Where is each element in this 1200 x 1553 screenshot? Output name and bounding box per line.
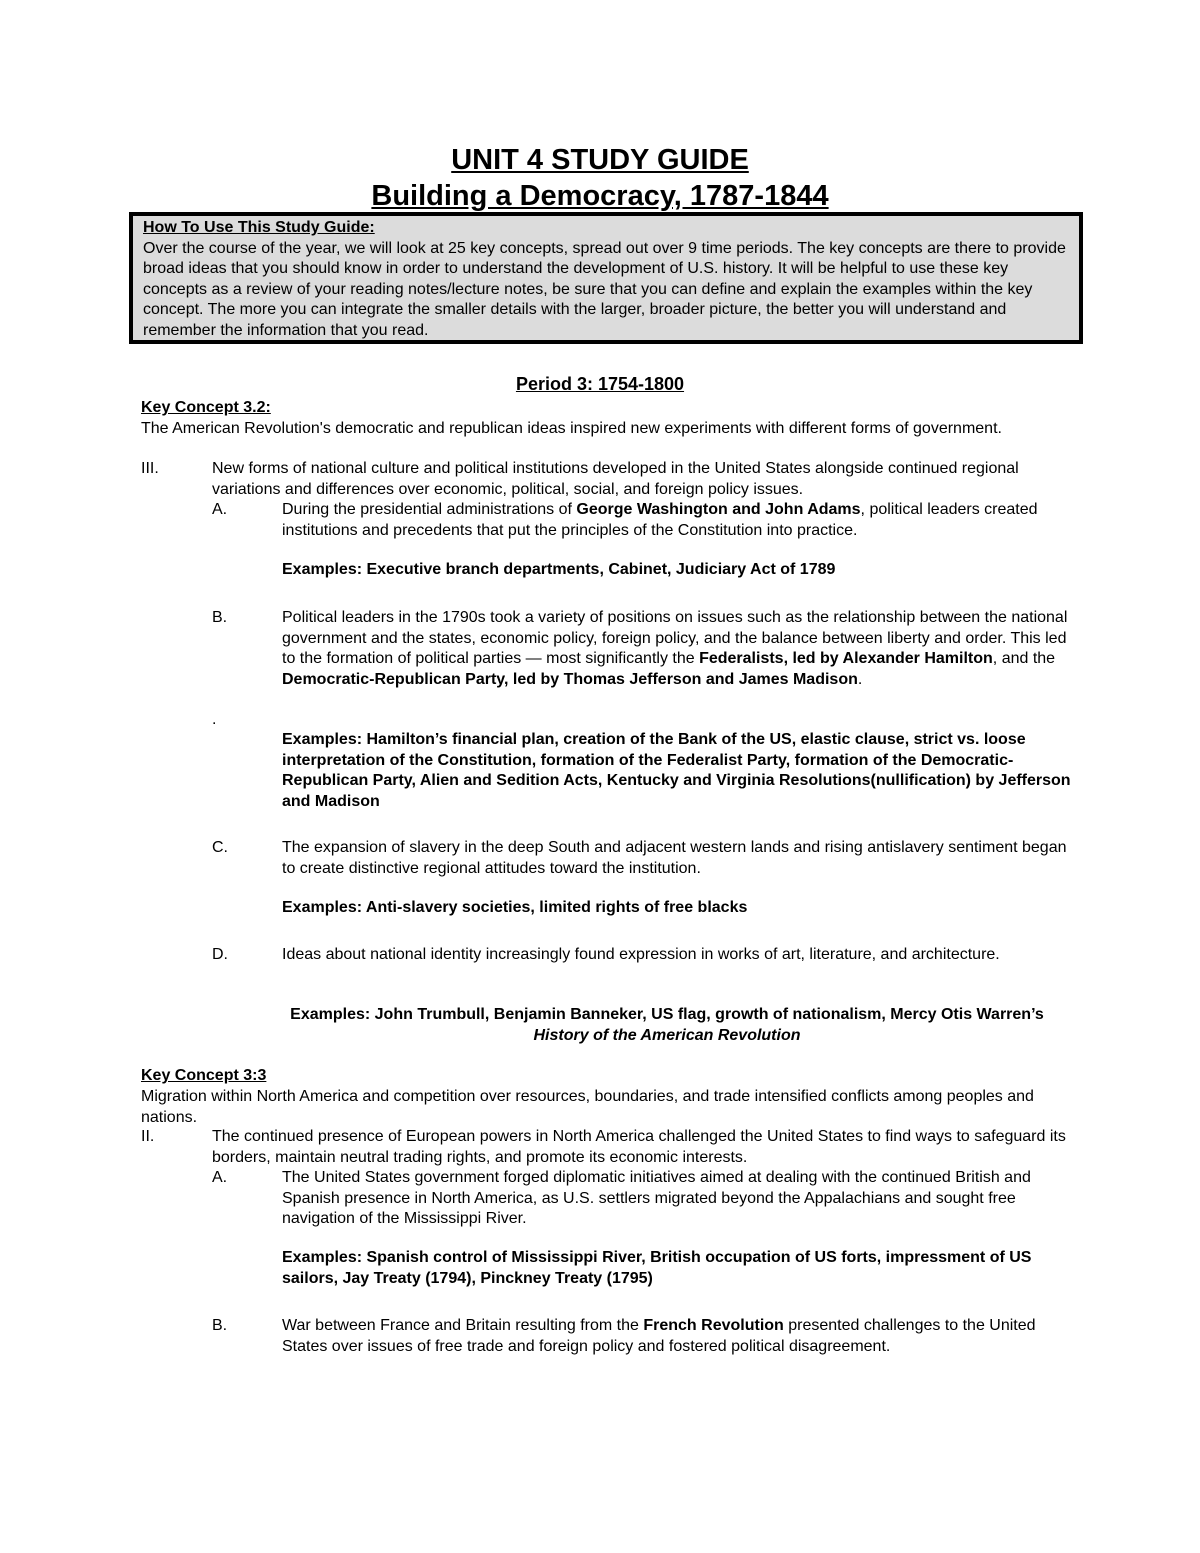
kc32-d-text: Ideas about national identity increasingly found expression in works of art, literature, and architecture. [282, 946, 1000, 963]
kc32-b-dot: . [212, 711, 217, 728]
kc33-b-bold: French Revolution [643, 1317, 784, 1334]
kc33-numeral: II. [141, 1128, 155, 1145]
period-heading: Period 3: 1754-1800 [515, 374, 685, 394]
kc33-b-text [282, 1316, 1072, 1357]
kc32-d-examples-text: Examples: John Trumbull, Benjamin Banneker, US flag, growth of nationalism, Mercy Otis Warren’s [290, 1006, 1044, 1023]
kc33-a-letter: A. [212, 1169, 228, 1186]
kc33-a-examples: Examples: Spanish control of Mississippi River, British occupation of US forts, impressment of US sailors, Jay Treaty (1794), Pinckney Treaty (1795) [282, 1249, 1032, 1287]
kc32-c-letter: C. [212, 839, 228, 856]
page-title: UNIT 4 STUDY GUIDE [451, 144, 749, 176]
how-to-box [129, 212, 1083, 344]
key-concept-3-2-intro [141, 419, 1041, 440]
kc32-b-bold: Democratic-Republican Party, led by Thomas Jefferson and James Madison [282, 670, 858, 688]
key-concept-3-3-intro: Migration within North America and competition over resources, boundaries, and trade intensified conflicts among peoples and nations. [141, 1088, 1034, 1126]
kc32-numeral: III. [141, 460, 159, 477]
kc32-d-examples-italic: History of the American Revolution [533, 1026, 801, 1044]
page-subtitle: Building a Democracy, 1787-1844 [371, 180, 829, 212]
kc32-b-text-part: Political leaders in the 1790s took a variety of positions on issues such as the relationship between the national government and the states, economic policy, foreign policy, and the balance between liberty and order. This led to the formation of political parties — most significantly the [282, 609, 1068, 667]
kc32-a-text-part: , political leaders created institutions and precedents that put the principles of the Constitution into practice. [282, 501, 1038, 539]
kc32-a-letter: A. [212, 501, 228, 518]
kc32-a-text-part: During the presidential administrations of [282, 501, 577, 518]
kc33-numeral-text: The continued presence of European powers in North America challenged the United States to find ways to safeguard its borders, maintain neutral trading rights, and promote its economic interests. [212, 1128, 1066, 1166]
kc33-a-text: The United States government forged diplomatic initiatives aimed at dealing with the continued British and Spanish presence in North America, as U.S. settlers migrated beyond the Appalachians and sought free navigation of the Mississippi River. [282, 1169, 1031, 1227]
kc32-intro-text: The American Revolution's democratic and republican ideas inspired new experiments with different forms of government. [141, 420, 1002, 437]
kc32-b-letter: B. [212, 609, 228, 626]
kc33-b-text-part: War between France and Britain resulting from the [282, 1317, 644, 1334]
kc33-b-letter: B. [212, 1317, 228, 1334]
kc32-a-bold: George Washington and John Adams [576, 501, 861, 518]
kc32-c-examples: Examples: Anti-slavery societies, limited rights of free blacks [282, 899, 748, 916]
key-concept-3-3-heading: Key Concept 3:3 [141, 1067, 267, 1084]
kc32-b-text [282, 608, 1072, 690]
how-to-body: Over the course of the year, we will look at 25 key concepts, spread out over 9 time periods. The key concepts are there to provide broad ideas that you should know in order to understand the development of U.S. history. It will be helpful to use these key concepts as a review of your reading notes/lecture notes, be sure that you can define and explain the examples within the key concept. The more you can integrate the smaller details with the larger, broader picture, the better you will understand and remember the information that you read. [143, 239, 1066, 339]
kc32-a-text [282, 500, 1072, 541]
key-concept-3-2-heading: Key Concept 3.2: [141, 399, 271, 416]
kc32-b-text-part: , and the [992, 650, 1056, 667]
kc32-b-bold: Federalists, led by Alexander Hamilton [699, 650, 993, 667]
kc32-b-text-part: . [857, 670, 863, 688]
kc33-b-text-part: presented challenges to the United States over issues of free trade and foreign policy and fostered political disagreement. [282, 1317, 1036, 1355]
how-to-heading: How To Use This Study Guide: [143, 219, 375, 236]
kc32-numeral-text: New forms of national culture and political institutions developed in the United States alongside continued regional variations and differences over economic, political, social, and foreign policy issues. [212, 460, 1019, 498]
kc32-c-text: The expansion of slavery in the deep South and adjacent western lands and rising antislavery sentiment began to create distinctive regional attitudes toward the institution. [282, 839, 1067, 877]
kc32-d-letter: D. [212, 946, 228, 963]
kc32-d-examples [282, 1005, 1052, 1046]
kc32-b-examples: Examples: Hamilton’s financial plan, creation of the Bank of the US, elastic clause, strict vs. loose interpretation of the Constitution, formation of the Federalist Party, formation of the Democratic-Republican Party, Alien and Sedition Acts, Kentucky and Virginia Resolutions(nullification) by Jefferson and Madison [282, 731, 1071, 810]
kc32-a-examples: Examples: Executive branch departments, Cabinet, Judiciary Act of 1789 [282, 561, 836, 578]
